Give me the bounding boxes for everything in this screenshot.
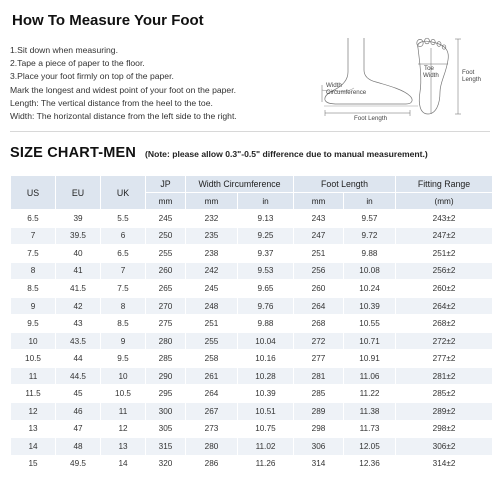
cell-fitting-range: 264±2 [396,297,493,315]
cell-jp-mm: 250 [146,227,186,245]
cell-width-in: 10.51 [238,403,294,421]
cell-uk-size: 6 [101,227,146,245]
cell-eu-size: 42 [56,297,101,315]
cell-width-mm: 273 [186,420,238,438]
header-us: US [11,176,56,210]
cell-fitting-range: 272±2 [396,332,493,350]
cell-width-mm: 261 [186,367,238,385]
instruction-step: Mark the longest and widest point of your foot on the paper. [10,84,236,95]
table-header-row [11,176,493,193]
table-row [11,350,493,368]
table-row [11,367,493,385]
cell-us-size: 9 [11,297,56,315]
header-jp: JP [146,176,186,193]
table-row [11,315,493,333]
cell-jp-mm: 320 [146,455,186,473]
label-toe: Toe [424,65,434,72]
cell-eu-size: 39 [56,210,101,228]
cell-width-in: 9.13 [238,210,294,228]
cell-us-size: 14 [11,438,56,456]
cell-length-in: 10.08 [344,262,396,280]
table-row [11,455,493,473]
cell-eu-size: 48 [56,438,101,456]
cell-width-mm: 235 [186,227,238,245]
cell-uk-size: 10 [101,367,146,385]
cell-width-in: 10.04 [238,332,294,350]
cell-eu-size: 39.5 [56,227,101,245]
instruction-step: 2.Tape a piece of paper to the floor. [10,58,145,69]
table-row [11,438,493,456]
cell-jp-mm: 280 [146,332,186,350]
cell-jp-mm: 265 [146,280,186,298]
table-row [11,280,493,298]
cell-length-in: 10.91 [344,350,396,368]
header-uk: UK [101,176,146,210]
cell-width-mm: 280 [186,438,238,456]
cell-width-mm: 264 [186,385,238,403]
cell-width-mm: 286 [186,455,238,473]
header-width-circumference: Width Circumference [186,176,294,193]
cell-length-mm: 277 [294,350,344,368]
cell-uk-size: 8 [101,297,146,315]
table-row [11,227,493,245]
cell-us-size: 10 [11,332,56,350]
measure-title: How To Measure Your Foot [12,12,204,29]
cell-length-in: 10.71 [344,332,396,350]
cell-uk-size: 6.5 [101,245,146,263]
cell-length-mm: 256 [294,262,344,280]
cell-fitting-range: 243±2 [396,210,493,228]
cell-fitting-range: 306±2 [396,438,493,456]
cell-width-mm: 232 [186,210,238,228]
cell-width-in: 10.16 [238,350,294,368]
cell-uk-size: 9 [101,332,146,350]
unit-jp-mm: mm [146,193,186,210]
instruction-step: Width: The horizontal distance from the left side to the right. [10,111,237,122]
instruction-step: 1.Sit down when measuring. [10,45,118,55]
cell-uk-size: 10.5 [101,385,146,403]
table-row [11,403,493,421]
cell-eu-size: 49.5 [56,455,101,473]
header-foot-length: Foot Length [294,176,396,193]
cell-width-in: 9.76 [238,297,294,315]
cell-length-in: 11.06 [344,367,396,385]
cell-us-size: 11.5 [11,385,56,403]
table-row [11,245,493,263]
cell-eu-size: 40 [56,245,101,263]
cell-jp-mm: 290 [146,367,186,385]
cell-us-size: 11 [11,367,56,385]
label-width-circumference: Width [326,82,342,89]
cell-uk-size: 11 [101,403,146,421]
cell-uk-size: 9.5 [101,350,146,368]
cell-length-in: 10.39 [344,297,396,315]
size-chart-table [10,175,493,473]
cell-jp-mm: 285 [146,350,186,368]
table-row [11,210,493,228]
instruction-step: Length: The vertical distance from the heel to the toe. [10,97,213,108]
size-chart-note: (Note: please allow 0.3"-0.5" difference due to manual measurement.) [145,149,428,159]
cell-uk-size: 14 [101,455,146,473]
cell-eu-size: 47 [56,420,101,438]
cell-length-mm: 243 [294,210,344,228]
cell-jp-mm: 315 [146,438,186,456]
cell-fitting-range: 268±2 [396,315,493,333]
cell-length-mm: 251 [294,245,344,263]
cell-width-in: 11.02 [238,438,294,456]
cell-width-in: 11.26 [238,455,294,473]
cell-length-mm: 285 [294,385,344,403]
cell-uk-size: 7.5 [101,280,146,298]
cell-width-mm: 238 [186,245,238,263]
cell-length-mm: 260 [294,280,344,298]
cell-length-in: 10.55 [344,315,396,333]
cell-fitting-range: 260±2 [396,280,493,298]
cell-length-in: 11.73 [344,420,396,438]
label-foot: Foot [462,69,475,76]
cell-width-mm: 245 [186,280,238,298]
cell-width-mm: 258 [186,350,238,368]
cell-length-mm: 268 [294,315,344,333]
cell-uk-size: 13 [101,438,146,456]
measure-instructions [10,44,340,123]
unit-width-in: in [238,193,294,210]
label-foot-length-side: Foot Length [354,115,388,122]
unit-width-mm: mm [186,193,238,210]
cell-fitting-range: 285±2 [396,385,493,403]
cell-width-in: 10.39 [238,385,294,403]
table-row [11,385,493,403]
table-row [11,420,493,438]
cell-jp-mm: 255 [146,245,186,263]
cell-width-mm: 248 [186,297,238,315]
cell-us-size: 10.5 [11,350,56,368]
cell-eu-size: 45 [56,385,101,403]
cell-fitting-range: 281±2 [396,367,493,385]
cell-length-in: 12.05 [344,438,396,456]
cell-fitting-range: 314±2 [396,455,493,473]
cell-us-size: 8.5 [11,280,56,298]
cell-us-size: 7 [11,227,56,245]
cell-uk-size: 12 [101,420,146,438]
cell-fitting-range: 251±2 [396,245,493,263]
cell-eu-size: 46 [56,403,101,421]
cell-us-size: 8 [11,262,56,280]
cell-fitting-range: 247±2 [396,227,493,245]
cell-length-in: 11.22 [344,385,396,403]
cell-us-size: 13 [11,420,56,438]
cell-us-size: 15 [11,455,56,473]
table-row [11,332,493,350]
cell-jp-mm: 295 [146,385,186,403]
cell-eu-size: 44.5 [56,367,101,385]
cell-us-size: 7.5 [11,245,56,263]
cell-eu-size: 41.5 [56,280,101,298]
foot-measure-diagram [318,34,500,122]
cell-fitting-range: 289±2 [396,403,493,421]
label-length: Length [462,76,481,83]
cell-uk-size: 8.5 [101,315,146,333]
cell-width-in: 10.28 [238,367,294,385]
cell-length-mm: 306 [294,438,344,456]
cell-width-mm: 267 [186,403,238,421]
cell-width-mm: 255 [186,332,238,350]
cell-length-in: 9.72 [344,227,396,245]
cell-width-mm: 242 [186,262,238,280]
cell-eu-size: 43.5 [56,332,101,350]
cell-length-mm: 281 [294,367,344,385]
cell-fitting-range: 256±2 [396,262,493,280]
header-fitting-range: Fitting Range [396,176,493,193]
label-width: Width [423,72,439,79]
size-table-body [11,210,493,473]
cell-length-in: 10.24 [344,280,396,298]
cell-length-mm: 264 [294,297,344,315]
cell-jp-mm: 270 [146,297,186,315]
cell-jp-mm: 245 [146,210,186,228]
section-divider [10,131,490,132]
cell-width-mm: 251 [186,315,238,333]
cell-length-mm: 314 [294,455,344,473]
cell-length-in: 9.88 [344,245,396,263]
instruction-step: 3.Place your foot firmly on top of the paper. [10,71,174,82]
cell-width-in: 10.75 [238,420,294,438]
cell-jp-mm: 300 [146,403,186,421]
cell-eu-size: 44 [56,350,101,368]
cell-jp-mm: 305 [146,420,186,438]
cell-us-size: 9.5 [11,315,56,333]
cell-uk-size: 7 [101,262,146,280]
cell-fitting-range: 298±2 [396,420,493,438]
cell-jp-mm: 275 [146,315,186,333]
cell-width-in: 9.25 [238,227,294,245]
cell-jp-mm: 260 [146,262,186,280]
cell-length-mm: 247 [294,227,344,245]
cell-width-in: 9.88 [238,315,294,333]
cell-length-mm: 298 [294,420,344,438]
cell-fitting-range: 277±2 [396,350,493,368]
cell-width-in: 9.53 [238,262,294,280]
unit-length-mm: mm [294,193,344,210]
header-eu: EU [56,176,101,210]
cell-length-mm: 272 [294,332,344,350]
table-row [11,297,493,315]
unit-range-mm: (mm) [396,193,493,210]
label-width-circumference-2: Circumference [326,89,367,96]
cell-us-size: 12 [11,403,56,421]
cell-length-in: 9.57 [344,210,396,228]
unit-length-in: in [344,193,396,210]
cell-eu-size: 41 [56,262,101,280]
cell-width-in: 9.65 [238,280,294,298]
cell-us-size: 6.5 [11,210,56,228]
size-chart-title: SIZE CHART-MEN [10,145,137,161]
cell-length-in: 11.38 [344,403,396,421]
table-row [11,262,493,280]
cell-eu-size: 43 [56,315,101,333]
cell-width-in: 9.37 [238,245,294,263]
cell-length-in: 12.36 [344,455,396,473]
cell-uk-size: 5.5 [101,210,146,228]
cell-length-mm: 289 [294,403,344,421]
